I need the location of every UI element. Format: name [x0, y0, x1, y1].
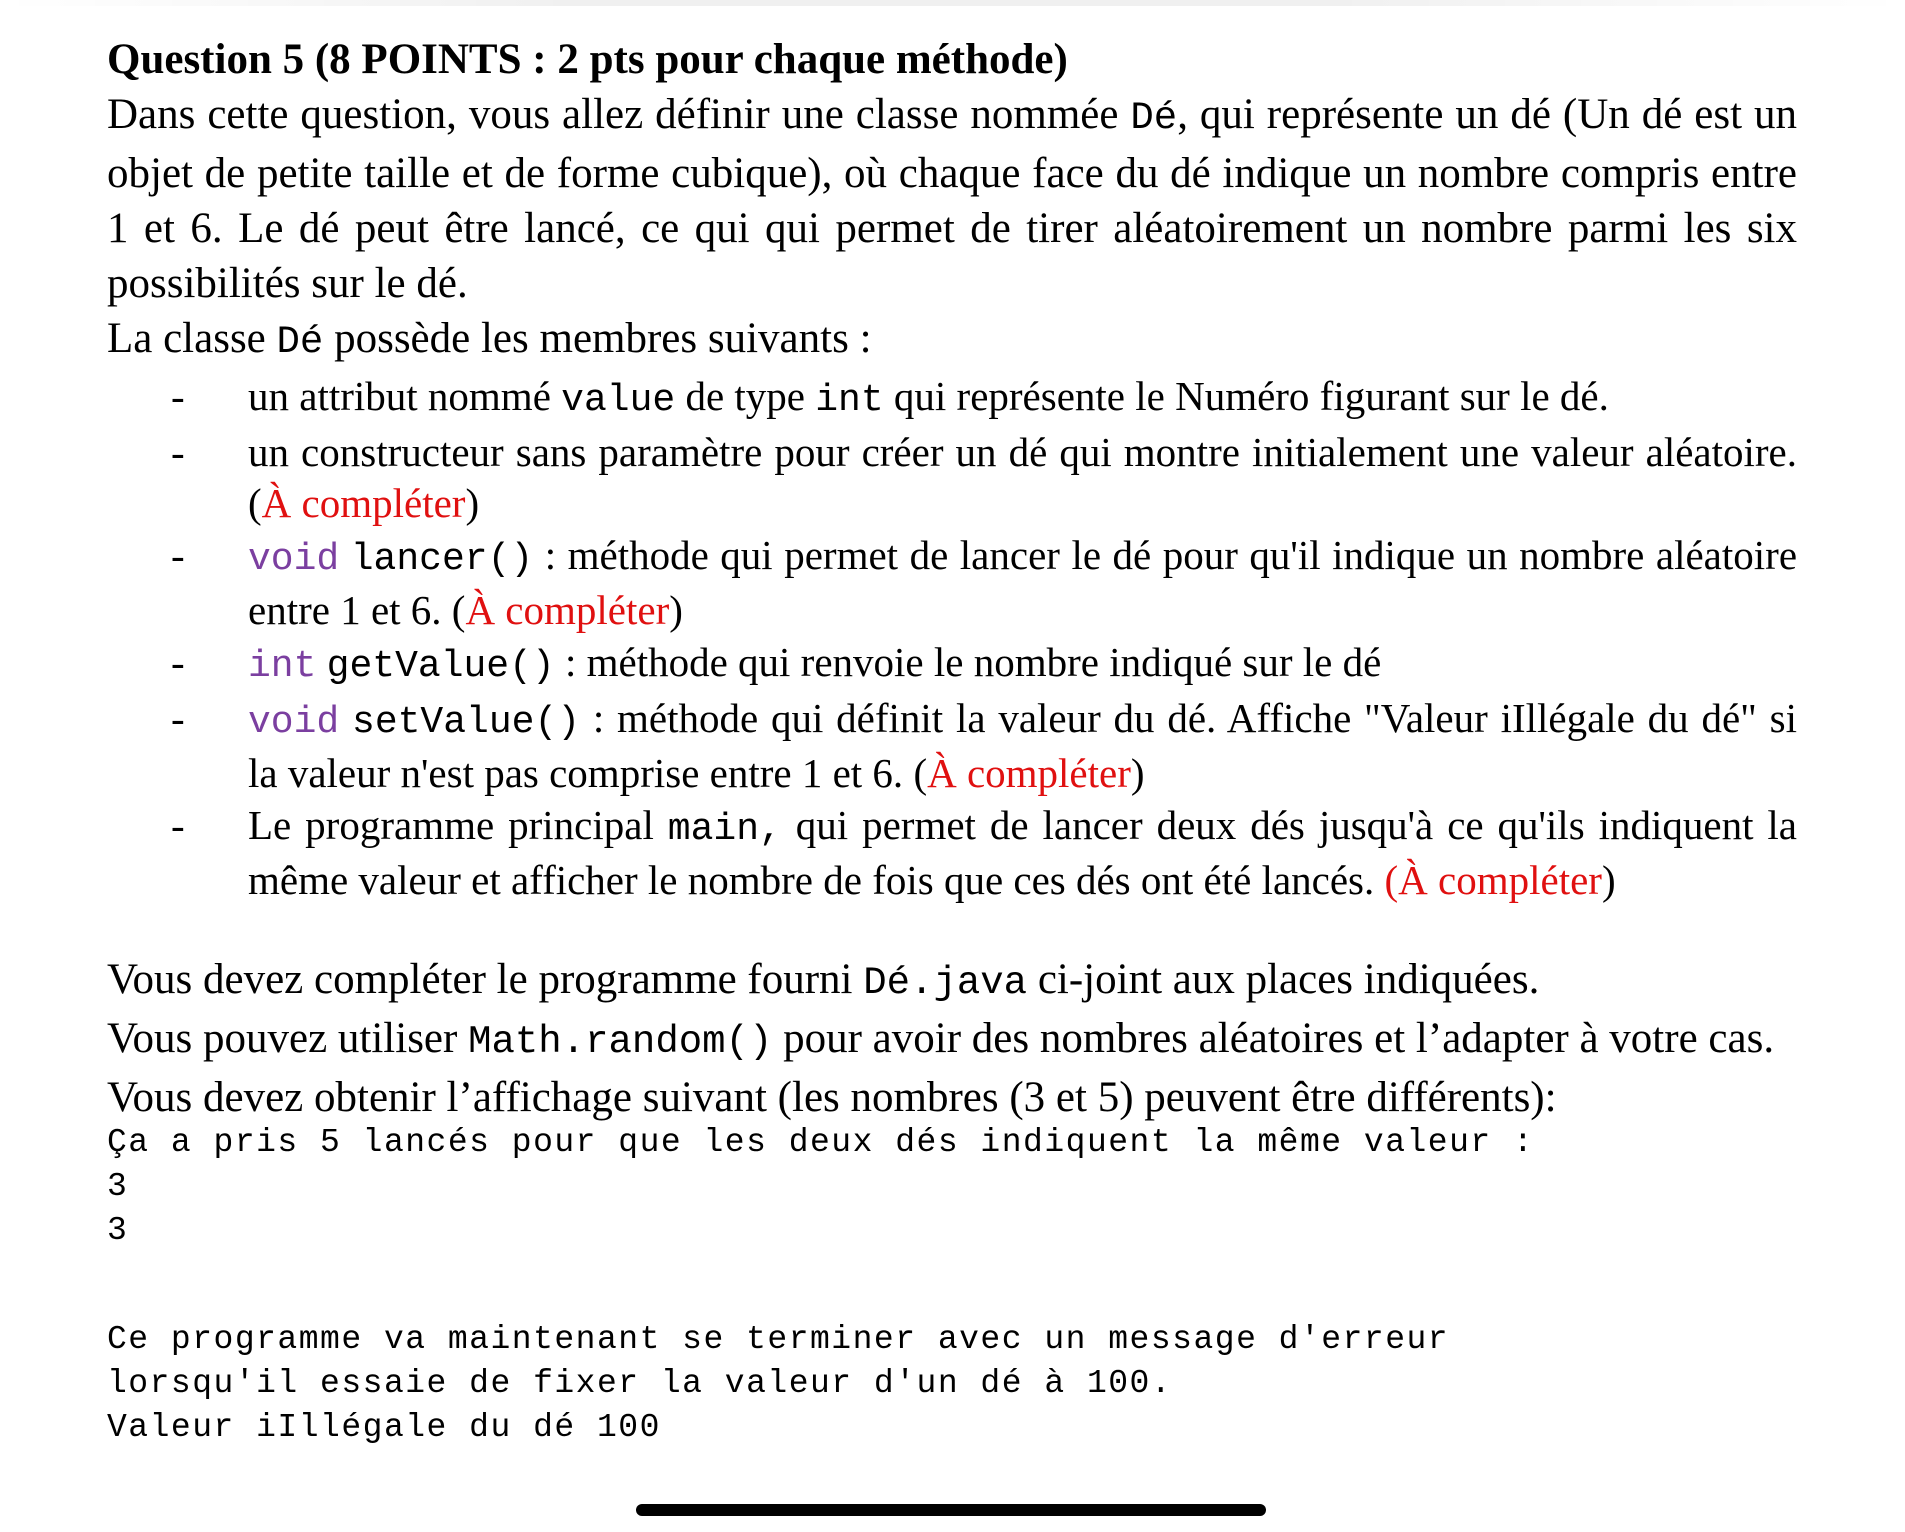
members-class-name-code: Dé	[276, 320, 324, 364]
todo-label: À compléter	[465, 587, 670, 633]
todo-label: À compléter	[927, 750, 1131, 796]
bullet-dash: -	[171, 639, 185, 685]
instruction-complete	[107, 952, 1797, 1011]
home-indicator[interactable]	[636, 1504, 1266, 1516]
todo-label: À compléter	[1398, 857, 1602, 903]
file-name-code: Dé.java	[863, 961, 1028, 1005]
expected-output	[107, 1121, 1797, 1450]
output-line: 3	[107, 1168, 129, 1205]
output-line: Ça a pris 5 lancés pour que les deux dés indiquent la même valeur :	[107, 1124, 1535, 1161]
bullet-dash: -	[171, 532, 185, 578]
main-text-2: qui permet de lancer deux dés jusqu'à ce qu'ils indiquent la même valeur et afficher le nombre de fois que ces dés ont été lancés.	[248, 802, 1797, 903]
setvalue-text: : méthode qui définit la valeur du dé. Affiche "Valeur iIllégale du dé" si la valeur n'est pas comprise entre 1 et 6.	[248, 695, 1798, 796]
attribute-type-code: int	[815, 379, 884, 422]
list-item-attribute	[107, 371, 1797, 426]
open-paren: (	[451, 587, 466, 633]
open-paren: (	[913, 750, 928, 796]
setvalue-return-type: void	[248, 701, 340, 744]
question-title: Question 5 (8 POINTS : 2 pts pour chaque méthode)	[107, 36, 1068, 83]
lancer-return-type: void	[248, 538, 340, 581]
members-intro	[107, 311, 1797, 370]
output-line: 3	[107, 1212, 129, 1249]
close-paren: )	[669, 587, 683, 633]
main-text-1: Le programme principal	[248, 802, 668, 848]
intro-text-2: , qui représente un dé (Un dé est un objet de petite taille et de forme cubique), où chaque face du dé indique un nombre compris entre 1 et 6. Le dé peut être lancé, ce qui qui permet de tirer aléatoirement un nombre parmi les six possibilités sur le dé.	[107, 91, 1797, 307]
bullet-dash: -	[171, 373, 185, 419]
output-line: Valeur iIllégale du dé 100	[107, 1409, 661, 1446]
bullet-dash: -	[171, 695, 185, 741]
todo-label: À compléter	[261, 480, 466, 526]
class-name-code: Dé	[1130, 96, 1178, 140]
top-shadow	[0, 0, 1905, 6]
complete-text-1: Vous devez compléter le programme fourni	[107, 956, 864, 1003]
list-item-setvalue	[107, 693, 1797, 799]
attribute-text-3: qui représente le Numéro figurant sur le dé.	[883, 373, 1609, 419]
attribute-text-1: un attribut nommé	[248, 373, 562, 419]
close-paren: )	[1601, 857, 1616, 903]
close-paren: )	[465, 480, 480, 526]
lancer-method-name: lancer()	[350, 538, 534, 581]
list-item-lancer	[107, 530, 1797, 636]
attribute-name-code: value	[561, 379, 676, 422]
intro-text-1: Dans cette question, vous allez définir une classe nommée	[107, 91, 1131, 138]
random-text-2: pour avoir des nombres aléatoires et l’adapter à votre cas.	[772, 1015, 1775, 1062]
getvalue-method-name: getValue()	[326, 645, 555, 688]
spacer	[107, 906, 1797, 952]
intro-paragraph	[107, 87, 1797, 311]
getvalue-return-type: int	[248, 645, 317, 688]
open-paren: (	[248, 480, 262, 526]
complete-text-2: ci-joint aux places indiquées.	[1027, 956, 1540, 1003]
output-line	[107, 1253, 1797, 1297]
output-line: lorsqu'il essaie de fixer la valeur d'un dé à 100.	[107, 1365, 1173, 1402]
open-paren-red: (	[1384, 857, 1399, 903]
members-intro-text-1: La classe	[107, 315, 277, 362]
random-text-1: Vous pouvez utiliser	[107, 1015, 469, 1062]
instruction-expected: Vous devez obtenir l’affichage suivant (les nombres (3 et 5) peuvent être différents):	[107, 1074, 1557, 1121]
list-item-main	[107, 800, 1797, 906]
main-code: main,	[667, 808, 782, 851]
document	[107, 32, 1797, 1450]
output-line: Ce programme va maintenant se terminer avec un message d'erreur	[107, 1321, 1450, 1358]
members-list	[107, 371, 1797, 906]
list-item-constructor	[107, 427, 1797, 529]
close-paren: )	[1130, 750, 1145, 796]
bullet-dash: -	[171, 802, 185, 848]
getvalue-text: : méthode qui renvoie le nombre indiqué sur le dé	[554, 639, 1382, 685]
list-item-getvalue	[107, 637, 1797, 692]
bullet-dash: -	[171, 429, 185, 475]
setvalue-method-name: setValue()	[352, 701, 581, 744]
instruction-random	[107, 1011, 1797, 1070]
constructor-text: un constructeur sans paramètre pour créer un dé qui montre initialement une valeur aléatoire.	[248, 429, 1797, 475]
lancer-text: : méthode qui permet de lancer le dé pour qu'il indique un nombre aléatoire entre 1 et 6.	[248, 532, 1798, 633]
members-intro-text-2: possède les membres suivants :	[323, 315, 872, 362]
random-code: Math.random()	[468, 1020, 773, 1064]
attribute-text-2: de type	[675, 373, 816, 419]
